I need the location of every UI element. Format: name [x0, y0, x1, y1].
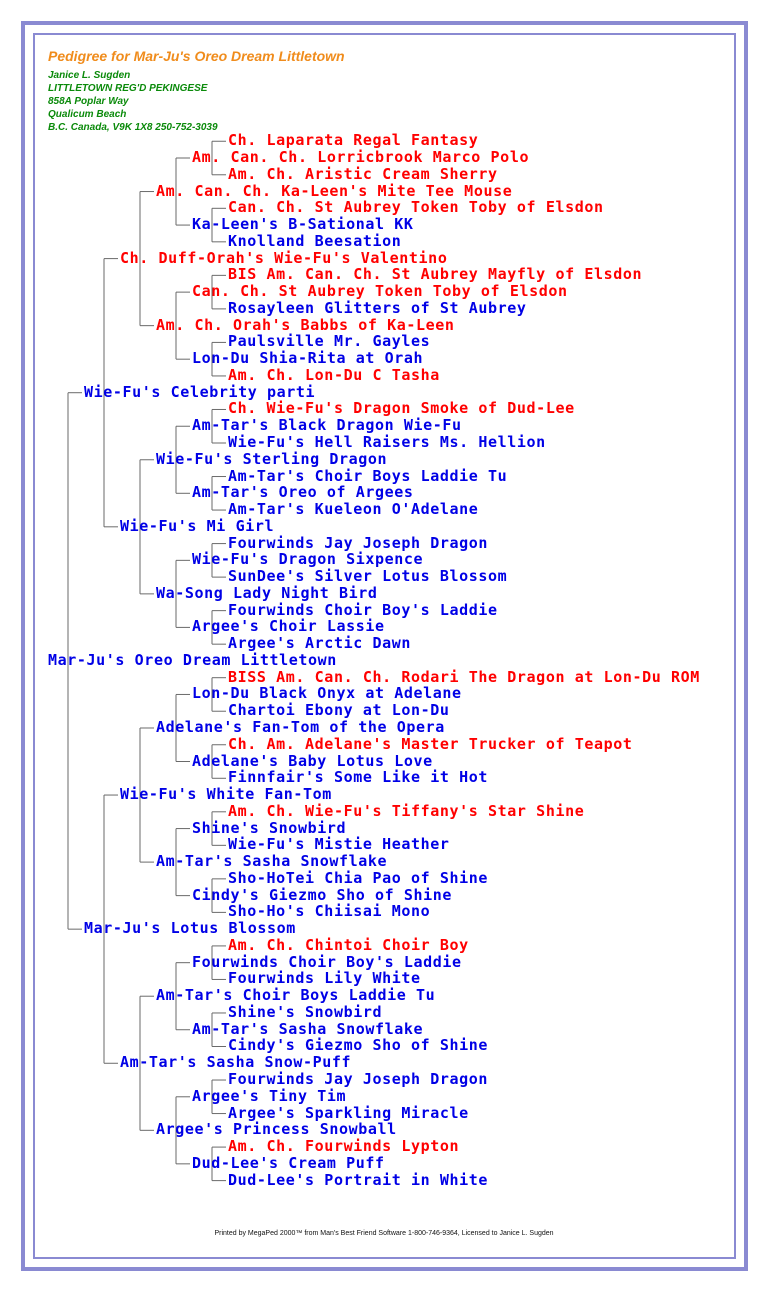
pedigree-gen5-sire-name: Fourwinds Jay Joseph Dragon	[228, 533, 489, 552]
pedigree-gen3-sire-name: Am-Tar's Choir Boys Laddie Tu	[156, 986, 436, 1005]
pedigree-gen4-sire-name: Argee's Tiny Tim	[192, 1086, 347, 1105]
pedigree-gen5-sire-name: Can. Ch. St Aubrey Token Toby of Elsdon	[228, 198, 604, 217]
pedigree-gen5-dam-name: Argee's Arctic Dawn	[228, 634, 411, 653]
pedigree-gen5-dam-name: Rosayleen Glitters of St Aubrey	[228, 298, 527, 317]
pedigree-gen5-sire-name: Fourwinds Choir Boy's Laddie	[228, 600, 498, 619]
owner-street: 858A Poplar Way	[48, 96, 129, 107]
pedigree-gen2-sire-name: Wie-Fu's White Fan-Tom	[120, 785, 332, 804]
pedigree-gen3-dam-name: Wa-Song Lady Night Bird	[156, 583, 378, 602]
pedigree-gen3-dam-name: Argee's Princess Snowball	[156, 1120, 397, 1139]
pedigree-gen4-sire-name: Lon-Du Black Onyx at Adelane	[192, 684, 462, 703]
pedigree-gen4-dam-name: Am-Tar's Sasha Snowflake	[192, 1019, 424, 1038]
pedigree-gen4-dam-name: Argee's Choir Lassie	[192, 617, 385, 636]
owner-kennel: LITTLETOWN REG'D PEKINGESE	[48, 83, 208, 94]
pedigree-gen5-dam-name: Argee's Sparkling Miracle	[228, 1103, 469, 1122]
pedigree-gen3-sire-name: Am. Can. Ch. Ka-Leen's Mite Tee Mouse	[156, 181, 513, 200]
pedigree-gen1-sire-name: Wie-Fu's Celebrity parti	[84, 382, 316, 401]
pedigree-gen5-dam-name: Wie-Fu's Mistie Heather	[228, 835, 450, 854]
pedigree-gen4-dam-name: Lon-Du Shia-Rita at Orah	[192, 349, 424, 368]
pedigree-gen5-dam-name: Am. Ch. Aristic Cream Sherry	[228, 164, 498, 183]
pedigree-gen5-dam-name: Chartoi Ebony at Lon-Du	[228, 701, 450, 720]
pedigree-gen2-sire-name: Ch. Duff-Orah's Wie-Fu's Valentino	[120, 248, 448, 267]
pedigree-gen5-sire-name: Ch. Wie-Fu's Dragon Smoke of Dud-Lee	[228, 399, 575, 418]
pedigree-gen5-dam-name: Finnfair's Some Like it Hot	[228, 768, 489, 787]
pedigree-gen5-dam-name: Fourwinds Lily White	[228, 969, 421, 988]
pedigree-gen5-dam-name: Knolland Beesation	[228, 231, 402, 250]
pedigree-gen5-dam-name: Cindy's Giezmo Sho of Shine	[228, 1036, 489, 1055]
pedigree-gen5-dam-name: Am-Tar's Kueleon O'Adelane	[228, 500, 479, 519]
pedigree-gen5-dam-name: Wie-Fu's Hell Raisers Ms. Hellion	[228, 432, 546, 451]
owner-city: Qualicum Beach	[48, 109, 127, 120]
pedigree-gen5-sire-name: Sho-HoTei Chia Pao of Shine	[228, 868, 489, 887]
pedigree-gen5-dam-name: Am. Ch. Lon-Du C Tasha	[228, 365, 440, 384]
pedigree-gen4-dam-name: Adelane's Baby Lotus Love	[192, 751, 433, 770]
pedigree-gen5-sire-name: Paulsville Mr. Gayles	[228, 332, 431, 351]
pedigree-subject-name: Mar-Ju's Oreo Dream Littletown	[48, 650, 337, 669]
pedigree-gen5-sire-name: Am. Ch. Fourwinds Lypton	[228, 1137, 460, 1156]
pedigree-gen5-sire-name: Am. Ch. Wie-Fu's Tiffany's Star Shine	[228, 801, 585, 820]
pedigree-gen5-sire-name: Ch. Laparata Regal Fantasy	[228, 131, 479, 150]
pedigree-gen5-sire-name: BISS Am. Can. Ch. Rodari The Dragon at Lon-Du ROM	[228, 667, 700, 686]
owner-region: B.C. Canada, V9K 1X8 250-752-3039	[48, 122, 218, 133]
pedigree-gen3-dam-name: Am. Ch. Orah's Babbs of Ka-Leen	[156, 315, 455, 334]
pedigree-gen3-sire-name: Adelane's Fan-Tom of the Opera	[156, 717, 445, 736]
pedigree-gen4-sire-name: Fourwinds Choir Boy's Laddie	[192, 952, 462, 971]
pedigree-gen3-sire-name: Wie-Fu's Sterling Dragon	[156, 449, 388, 468]
pedigree-gen2-dam-name: Wie-Fu's Mi Girl	[120, 516, 275, 535]
pedigree-gen2-dam-name: Am-Tar's Sasha Snow-Puff	[120, 1053, 352, 1072]
pedigree-gen4-dam-name: Cindy's Giezmo Sho of Shine	[192, 885, 453, 904]
pedigree-gen4-sire-name: Shine's Snowbird	[192, 818, 347, 837]
pedigree-gen4-dam-name: Ka-Leen's B-Sational KK	[192, 215, 414, 234]
pedigree-gen5-dam-name: Dud-Lee's Portrait in White	[228, 1170, 489, 1189]
printed-by-footer: Printed by MegaPed 2000™ from Man's Best Friend Software 1-800-746-9364, Licensed to Janice L. Sugden	[214, 1230, 554, 1237]
pedigree-title: Pedigree for Mar-Ju's Oreo Dream Littletown	[48, 48, 345, 64]
pedigree-gen5-dam-name: SunDee's Silver Lotus Blossom	[228, 567, 508, 586]
pedigree-gen5-sire-name: Am. Ch. Chintoi Choir Boy	[228, 935, 469, 954]
pedigree-gen4-sire-name: Can. Ch. St Aubrey Token Toby of Elsdon	[192, 282, 568, 301]
pedigree-gen5-sire-name: Am-Tar's Choir Boys Laddie Tu	[228, 466, 508, 485]
pedigree-gen1-dam-name: Mar-Ju's Lotus Blossom	[84, 919, 296, 938]
pedigree-gen5-sire-name: Shine's Snowbird	[228, 1002, 383, 1021]
pedigree-gen5-dam-name: Sho-Ho's Chiisai Mono	[228, 902, 431, 921]
owner-name: Janice L. Sugden	[48, 70, 131, 81]
pedigree-gen4-dam-name: Am-Tar's Oreo of Argees	[192, 483, 414, 502]
pedigree-gen5-sire-name: BIS Am. Can. Ch. St Aubrey Mayfly of Elsdon	[228, 265, 643, 284]
pedigree-gen3-dam-name: Am-Tar's Sasha Snowflake	[156, 852, 388, 871]
pedigree-gen4-dam-name: Dud-Lee's Cream Puff	[192, 1153, 385, 1172]
pedigree-gen5-sire-name: Ch. Am. Adelane's Master Trucker of Teapot	[228, 734, 633, 753]
pedigree-gen4-sire-name: Am. Can. Ch. Lorricbrook Marco Polo	[192, 148, 530, 166]
pedigree-gen5-sire-name: Fourwinds Jay Joseph Dragon	[228, 1070, 489, 1089]
pedigree-gen4-sire-name: Wie-Fu's Dragon Sixpence	[192, 550, 424, 569]
pedigree-gen4-sire-name: Am-Tar's Black Dragon Wie-Fu	[192, 416, 462, 435]
